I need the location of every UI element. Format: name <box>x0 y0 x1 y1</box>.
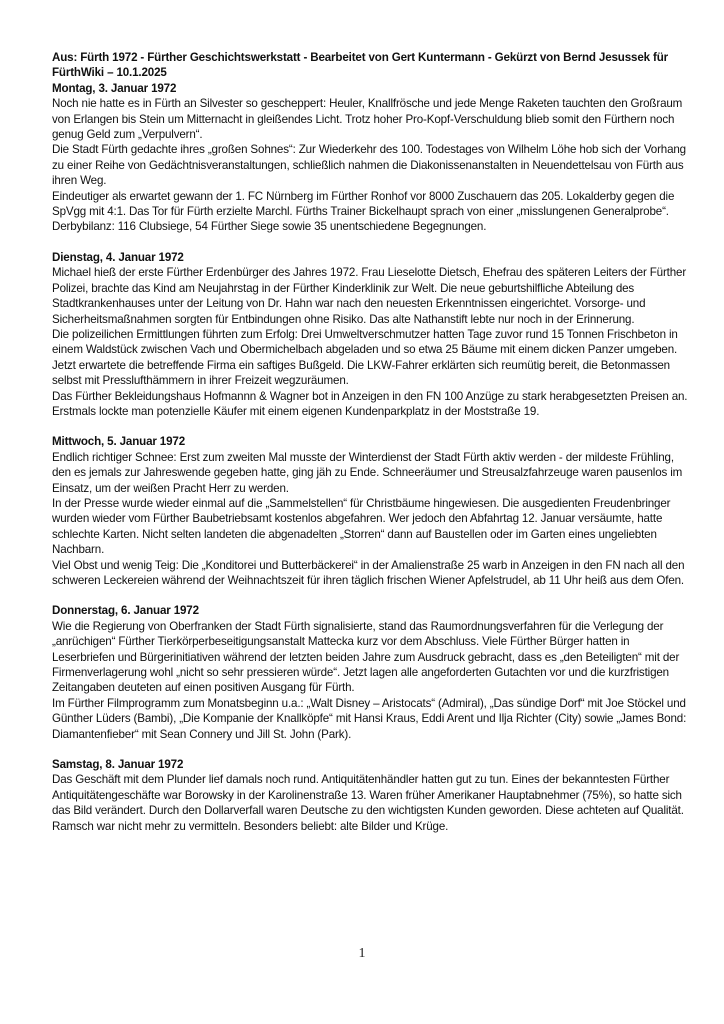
paragraph: Eindeutiger als erwartet gewann der 1. FC Nürnberg im Fürther Ronhof vor 8000 Zuschauern das 205. Lokalderby gegen die SpVgg mit 4:1. Das Tor für Fürth erzielte Marchl. Fürths Trainer Bickelhaupt sprach von einer „misslungenen Generalprobe“. Derbybilanz: 116 Clubsiege, 54 Fürther Siege sowie 35 unentschiedene Begegnungen. <box>52 189 675 234</box>
section-tuesday <box>52 250 692 419</box>
paragraph: Im Fürther Filmprogramm zum Monatsbeginn u.a.: „Walt Disney – Aristocats“ (Admiral), „Das sündige Dorf“ mit Joe Stöckel und Günther Lüders (Bambi), „Die Kompanie der Knallköpfe“ mit Hansi Kraus, Eddi Arent und Ilja Richter (City) sowie „James Bond: Diamantenfieber“ mit Sean Connery und Jill St. John (Park). <box>52 696 687 741</box>
paragraph: Das Geschäft mit dem Plunder lief damals noch rund. Antiquitätenhändler hatten gut zu tun. Eines der bekanntesten Fürther Antiquitätengeschäfte war Borowsky in der Karolinenstraße 13. Waren früher Amerikaner Hauptabnehmer (75%), so hatte sich das Bild verändert. Durch den Dollarverfall waren Deutsche zu den wichtigsten Kunden geworden. Diese achteten auf Qualität. Ramsch war nicht mehr zu vermitteln. Besonders beliebt: alte Bilder und Krüge. <box>52 773 684 833</box>
paragraph: In der Presse wurde wieder einmal auf die „Sammelstellen“ für Christbäume hingewiesen. Die ausgedienten Freudenbringer wurden wieder vom Fürther Baubetriebsamt kostenlos abgefahren. Wer jedoch den Abfahrtag 12. Januar versäumte, hatte schlechte Karten. Nicht selten landeten die abgenadelten „Storren“ dann auf Baustellen oder im Garten eines ungeliebten Nachbarn. <box>52 496 671 557</box>
document-page <box>52 50 692 849</box>
section-title: Dienstag, 4. Januar 1972 <box>52 250 184 264</box>
paragraph: Wie die Regierung von Oberfranken der Stadt Fürth signalisierte, stand das Raumordnungsverfahren für die Verlegung der „anrüchigen“ Fürther Tierkörperbeseitigungsanstalt Mattecka kurz vor dem Abschluss. Viele Fürther Bürger hatten in Leserbriefen und Bürgerinitiativen während der letzten beiden Jahre zum Ausdruck gebracht, dass es „den Beteiligten“ mit der Firmenverlagerung wohl „nicht so sehr pressieren würde“. Jetzt lagen alle angeforderten Gutachten vor und die kurzfristigen Zeitangaben deuteten auf einen positiven Ausgang für Fürth. <box>52 619 680 695</box>
paragraph: Die Stadt Fürth gedachte ihres „großen Sohnes“: Zur Wiederkehr des 100. Todestages von Wilhelm Löhe hob sich der Vorhang zu einer Reihe von Gedächtnisveranstaltungen, schließlich nahmen die Diakonissenanstalten in Neuendettelsau von Fürth aus ihren Weg. <box>52 143 686 188</box>
paragraph: Die polizeilichen Ermittlungen führten zum Erfolg: Drei Umweltverschmutzer hatten Tage zuvor rund 15 Tonnen Frischbeton in einem Waldstück zwischen Vach und Obermichelbach abgeladen und so etwa 25 Bäume mit einem dicken Panzer umgeben. Jetzt erwartete die betreffende Firma ein saftiges Bußgeld. Die LKW-Fahrer erklärten sich reumütig bereit, die Betonmassen selbst mit Presslufthämmern in ihrer Freizeit wegzuräumen. <box>52 327 678 388</box>
section-title: Samstag, 8. Januar 1972 <box>52 758 184 772</box>
section-title: Donnerstag, 6. Januar 1972 <box>52 604 199 618</box>
paragraph: Endlich richtiger Schnee: Erst zum zweiten Mal musste der Winterdienst der Stadt Fürth aktiv werden - der mildeste Frühling, den es jemals zur Jahreswende gegeben hatte, ging jäh zu Ende. Schneeräumer und Streusalzfahrzeuge waren pausenlos im Einsatz, um der weißen Pracht Herr zu werden. <box>52 450 683 495</box>
section-title: Mittwoch, 5. Januar 1972 <box>52 435 185 449</box>
paragraph: Michael hieß der erste Fürther Erdenbürger des Jahres 1972. Frau Lieselotte Dietsch, Ehefrau des späteren Leiters der Fürther Polizei, brachte das Kind am Neujahrstag in der Fürther Kinderklinik zur Welt. Die neue geburtshilfliche Abteilung des Stadtkrankenhauses unter der Leitung von Dr. Hahn war nach den neuesten Erkenntnissen eingerichtet. Vorsorge- und Sicherheitsmaßnahmen sorgten für Entbindungen ohne Risiko. Das alte Nathanstift lebte nur noch in der Erinnerung. <box>52 266 687 326</box>
section-saturday <box>52 757 692 834</box>
paragraph: Viel Obst und wenig Teig: Die „Konditorei und Butterbäckerei“ in der Amalienstraße 25 warb in Anzeigen in den FN nach all den schweren Leckereien während der Weihnachtszeit für ihren täglich frischen Wiener Apfelstrudel, ab 11 Uhr heiß aus dem Ofen. <box>52 558 685 587</box>
section-monday <box>52 81 692 235</box>
paragraph: Noch nie hatte es in Fürth an Silvester so gescheppert: Heuler, Knallfrösche und jede Menge Raketen tauchten den Großraum von Erlangen bis Stein um Mitternacht in gleißendes Licht. Trotz hoher Pro-Kopf-Verschuldung blieb somit den Fürthern noch genug Geld zum „Verpulvern“. <box>52 97 683 142</box>
section-title: Montag, 3. Januar 1972 <box>52 81 177 95</box>
page-number: 1 <box>358 946 366 961</box>
document-header: Aus: Fürth 1972 - Fürther Geschichtswerkstatt - Bearbeitet von Gert Kuntermann - Gekürzt von Bernd Jesussek für FürthWiki – 10.1.2025 <box>52 51 669 80</box>
paragraph: Das Fürther Bekleidungshaus Hofmannn & Wagner bot in Anzeigen in den FN 100 Anzüge zu stark herabgesetzten Preisen an. Erstmals lockte man potenzielle Käufer mit einem eigenen Kundenparkplatz in der Moststraße 19. <box>52 389 688 418</box>
section-wednesday <box>52 434 692 588</box>
section-thursday <box>52 603 692 742</box>
